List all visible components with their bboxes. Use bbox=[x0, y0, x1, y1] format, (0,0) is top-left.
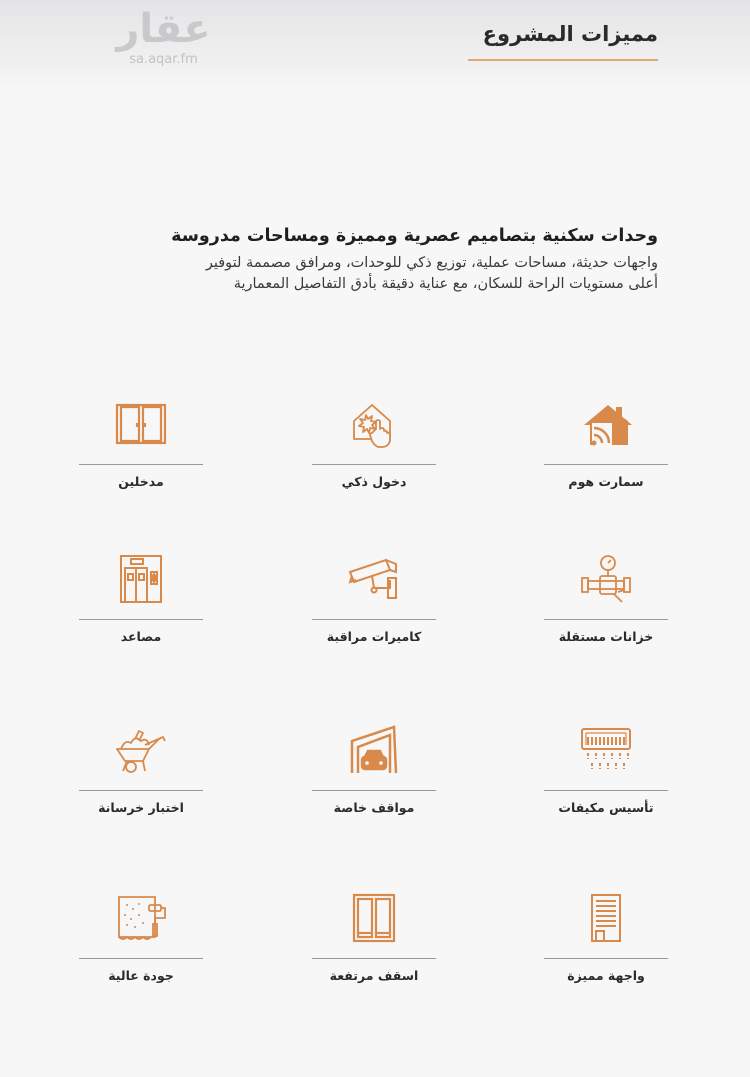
elevator-icon bbox=[111, 553, 171, 605]
intro-heading: وحدات سكنية بتصاميم عصرية ومميزة ومساحات مدروسة bbox=[171, 226, 658, 246]
feature-label: مدخلين bbox=[118, 474, 164, 489]
feature-label: تأسيس مكيفات bbox=[558, 800, 654, 815]
feature-label: مصاعد bbox=[120, 629, 162, 644]
feature-label: دخول ذكي bbox=[341, 474, 407, 489]
feature-label: جودة عالية bbox=[108, 968, 174, 983]
intro-line-2: أعلى مستويات الراحة للسكان، مع عناية دقيقة بأدق التفاصيل المعمارية bbox=[233, 276, 658, 292]
feature-smart-home bbox=[536, 398, 676, 508]
feature-divider bbox=[544, 790, 668, 791]
building-facade-icon bbox=[576, 892, 636, 944]
feature-label: خزانات مستقلة bbox=[558, 629, 654, 644]
paint-roller-wall-icon bbox=[111, 892, 171, 944]
smart-home-icon bbox=[576, 398, 636, 450]
page-title: مميزات المشروع bbox=[482, 22, 658, 46]
feature-smart-entry bbox=[304, 398, 444, 508]
smart-entry-icon bbox=[344, 398, 404, 450]
double-door-icon bbox=[111, 398, 171, 450]
feature-divider bbox=[79, 464, 203, 465]
intro-line-1: واجهات حديثة، مساحات عملية، توزيع ذكي للوحدات، ومرافق مصممة لتوفير bbox=[205, 255, 658, 271]
feature-elevators bbox=[71, 553, 211, 663]
garage-icon bbox=[344, 724, 404, 776]
feature-label: واجهة مميزة bbox=[567, 968, 645, 983]
feature-divider bbox=[79, 958, 203, 959]
feature-independent-tanks bbox=[536, 553, 676, 663]
wheelbarrow-icon bbox=[111, 724, 171, 776]
tall-window-icon bbox=[344, 892, 404, 944]
logo-url: sa.aqar.fm bbox=[129, 52, 198, 67]
feature-divider bbox=[544, 619, 668, 620]
feature-divider bbox=[312, 958, 436, 959]
feature-divider bbox=[312, 464, 436, 465]
feature-divider bbox=[312, 619, 436, 620]
feature-high-quality bbox=[71, 892, 211, 1002]
water-meter-icon bbox=[576, 553, 636, 605]
feature-ac-setup bbox=[536, 724, 676, 834]
feature-label: مواقف خاصة bbox=[333, 800, 415, 815]
feature-distinctive-facade bbox=[536, 892, 676, 1002]
feature-concrete-testing bbox=[71, 724, 211, 834]
logo-text: عقار bbox=[116, 6, 211, 52]
feature-label: سمارت هوم bbox=[568, 474, 644, 489]
feature-label: اختبار خرسانة bbox=[98, 800, 184, 815]
feature-divider bbox=[544, 958, 668, 959]
feature-label: اسقف مرتفعة bbox=[329, 968, 419, 983]
air-conditioner-icon bbox=[576, 724, 636, 776]
feature-divider bbox=[79, 790, 203, 791]
feature-private-parking bbox=[304, 724, 444, 834]
feature-two-entrances bbox=[71, 398, 211, 508]
feature-divider bbox=[312, 790, 436, 791]
feature-divider bbox=[79, 619, 203, 620]
feature-divider bbox=[544, 464, 668, 465]
feature-high-ceilings bbox=[304, 892, 444, 1002]
cctv-camera-icon bbox=[344, 553, 404, 605]
feature-label: كاميرات مراقبة bbox=[326, 629, 422, 644]
feature-security-cameras bbox=[304, 553, 444, 663]
